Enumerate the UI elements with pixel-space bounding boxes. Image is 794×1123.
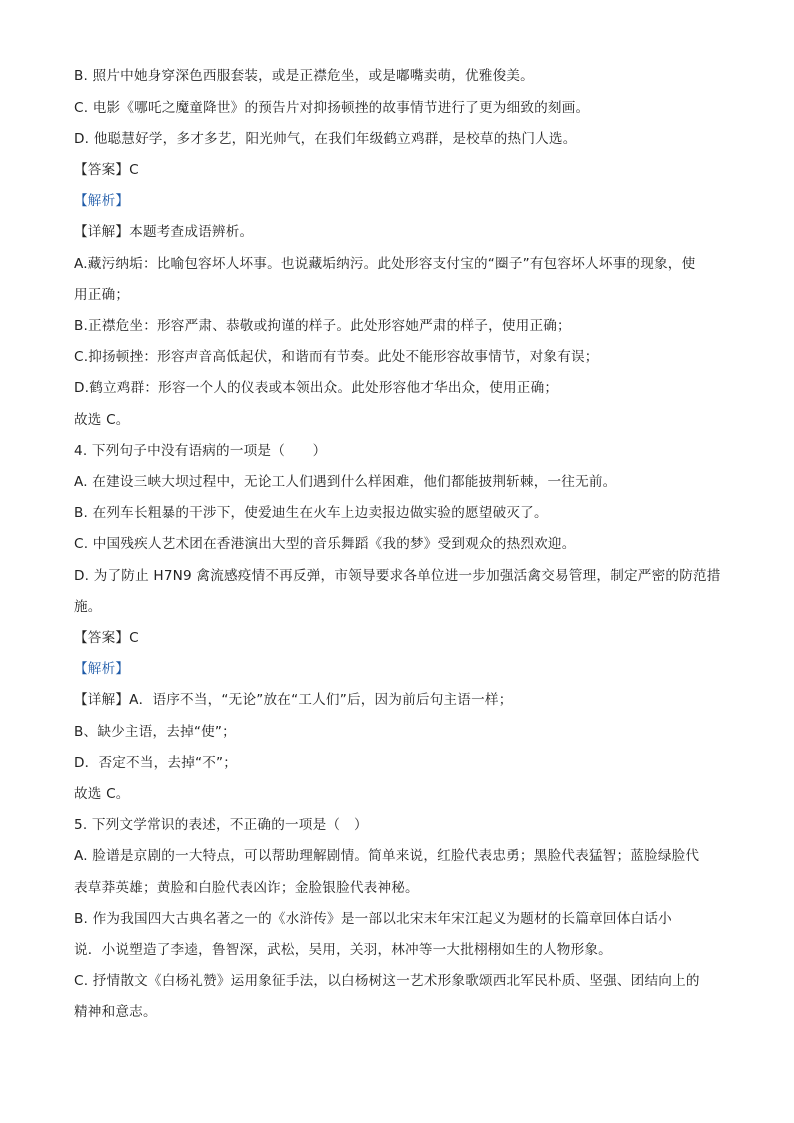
analysis-heading-q4: 【解析】 <box>74 661 130 677</box>
option-c-q3: C. 电影《哪吒之魔童降世》的预告片对抑扬顿挫的故事情节进行了更为细致的刻画。 <box>74 100 590 116</box>
explanation-d-q3: D.鹤立鸡群：形容一个人的仪表或本领出众。此处形容他才华出众，使用正确； <box>74 380 559 396</box>
option-a-q5-cont: 表草莽英雄；黄脸和白脸代表凶诈；金脸银脸代表神秘。 <box>74 880 419 896</box>
explanation-b-q3: B.正襟危坐：形容严肃、恭敬或拘谨的样子。此处形容她严肃的样子，使用正确； <box>74 318 571 334</box>
detail-q3: 【详解】本题考查成语辨析。 <box>74 224 254 240</box>
option-b-q5-cont: 说．小说塑造了李逵，鲁智深，武松，吴用，关羽，林冲等一大批栩栩如生的人物形象。 <box>74 942 612 958</box>
option-b-q5: B. 作为我国四大古典名著之一的《水浒传》是一部以北宋末年宋江起义为题材的长篇章回体白话小 <box>74 911 672 927</box>
explanation-a-q3: A.藏污纳垢：比喻包容坏人坏事。也说藏垢纳污。此处形容支付宝的“圈子”有包容坏人坏事的现象，使 <box>74 256 696 272</box>
option-c-q4: C. 中国残疾人艺术团在香港演出大型的音乐舞蹈《我的梦》受到观众的热烈欢迎。 <box>74 536 576 552</box>
option-d-q4-cont: 施。 <box>74 599 102 615</box>
option-a-q5: A. 脸谱是京剧的一大特点，可以帮助理解剧情。简单来说，红脸代表忠勇；黑脸代表猛智；蓝脸绿脸代 <box>74 848 700 864</box>
choice-q4: 故选 C。 <box>74 786 130 802</box>
option-c-q5-cont: 精神和意志。 <box>74 1004 157 1020</box>
answer-q3: 【答案】C <box>74 162 139 178</box>
answer-q4: 【答案】C <box>74 630 139 646</box>
option-a-q4: A. 在建设三峡大坝过程中，无论工人们遇到什么样困难，他们都能披荆斩棘，一往无前。 <box>74 474 617 490</box>
option-b-q4: B. 在列车长粗暴的干涉下，使爱迪生在火车上边卖报边做实验的愿望破灭了。 <box>74 505 548 521</box>
analysis-heading-q3: 【解析】 <box>74 193 130 209</box>
question-4: 4. 下列句子中没有语病的一项是（ ） <box>74 443 327 459</box>
explanation-a-q3-cont: 用正确； <box>74 287 130 303</box>
detail-q4: 【详解】A．语序不当，“无论”放在“工人们”后，因为前后句主语一样； <box>74 692 513 708</box>
option-b-q3: B. 照片中她身穿深色西服套装，或是正襟危坐，或是嘟嘴卖萌，优雅俊美。 <box>74 68 534 84</box>
question-5: 5. 下列文学常识的表述，不正确的一项是（ ） <box>74 817 368 833</box>
option-d-q4: D. 为了防止 H7N9 禽流感疫情不再反弹，市领导要求各单位进一步加强活禽交易管理，制定严密的防范措 <box>74 568 721 584</box>
option-c-q5: C. 抒情散文《白杨礼赞》运用象征手法，以白杨树这一艺术形象歌颂西北军民朴质、坚强、团结向上的 <box>74 973 700 989</box>
explanation-c-q3: C.抑扬顿挫：形容声音高低起伏，和谐而有节奏。此处不能形容故事情节，对象有误； <box>74 349 599 365</box>
option-d-q3: D. 他聪慧好学，多才多艺，阳光帅气，在我们年级鹤立鸡群，是校草的热门人选。 <box>74 131 577 147</box>
explanation-d-q4: D．否定不当，去掉“不”； <box>74 755 238 771</box>
explanation-b-q4: B、缺少主语，去掉“使”； <box>74 724 236 740</box>
choice-q3: 故选 C。 <box>74 412 130 428</box>
